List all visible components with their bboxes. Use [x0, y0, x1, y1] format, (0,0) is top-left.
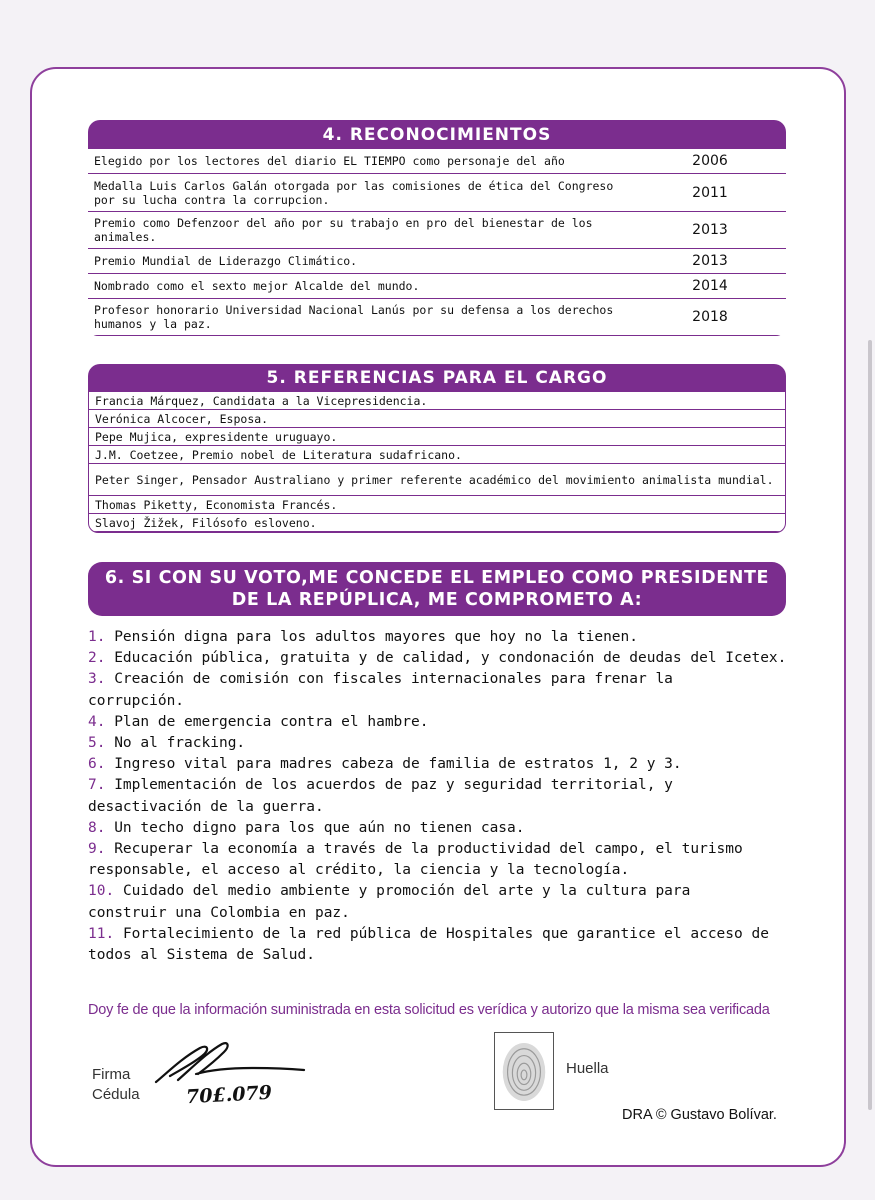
scrollbar[interactable]: [868, 340, 872, 1110]
item-number: 11.: [88, 925, 115, 942]
referencias-table-wrap: [88, 391, 786, 533]
item-number: 5.: [88, 735, 106, 752]
reconocimientos-section: [88, 120, 786, 336]
item-text: Plan de emergencia contra el hambre.: [114, 713, 429, 730]
compromisos-title-line2: DE LA REPÚPLICA, ME COMPROMETO A:: [231, 590, 643, 610]
compromisos-list: [88, 627, 798, 966]
award-description: Elegido por los lectores del diario EL TIEMPO como personaje del año: [88, 149, 634, 174]
award-year: 2014: [634, 274, 786, 299]
cedula-value: 70£.079: [185, 1081, 273, 1109]
award-description: Medalla Luis Carlos Galán otorgada por las comisiones de ética del Congreso por su lucha contra la corrupcion.: [88, 174, 634, 212]
table-row: [88, 212, 786, 249]
list-item: [88, 924, 798, 966]
item-text: Creación de comisión con fiscales internacionales para frenar la corrupción.: [88, 671, 673, 709]
reference-item: J.M. Coetzee, Premio nobel de Literatura sudafricano.: [89, 446, 785, 464]
reference-item: Verónica Alcocer, Esposa.: [89, 410, 785, 428]
list-item: [88, 881, 798, 923]
item-text: Ingreso vital para madres cabeza de familia de estratos 1, 2 y 3.: [114, 756, 682, 773]
reference-item: Peter Singer, Pensador Australiano y primer referente académico del movimiento animalista mundial.: [89, 464, 785, 496]
table-row: [89, 410, 785, 428]
award-description: Premio como Defenzoor del año por su trabajo en pro del bienestar de los animales.: [88, 212, 634, 249]
list-item: [88, 712, 798, 733]
item-number: 2.: [88, 650, 106, 667]
item-number: 3.: [88, 671, 106, 688]
award-year: 2006: [634, 149, 786, 174]
list-item: [88, 839, 798, 881]
item-text: Implementación de los acuerdos de paz y seguridad territorial, y desactivación de la guerra.: [88, 777, 673, 815]
item-number: 1.: [88, 629, 106, 645]
reconocimientos-table-wrap: [88, 148, 786, 336]
list-item: [88, 775, 798, 817]
item-text: No al fracking.: [114, 735, 246, 752]
reconocimientos-table: [88, 148, 786, 336]
item-text: Pensión digna para los adultos mayores que hoy no la tienen.: [114, 629, 638, 645]
fingerprint-image: [494, 1032, 554, 1110]
table-row: [89, 496, 785, 514]
item-number: 7.: [88, 777, 106, 794]
item-text: Educación pública, gratuita y de calidad, y condonación de deudas del Icetex.: [114, 650, 787, 667]
list-item: [88, 754, 798, 775]
list-item: [88, 648, 798, 669]
item-text: Cuidado del medio ambiente y promoción del arte y la cultura para construir una Colombia en paz.: [88, 883, 691, 921]
reference-item: Thomas Piketty, Economista Francés.: [89, 496, 785, 514]
list-item: [88, 627, 798, 648]
list-item: [88, 818, 798, 839]
table-row: [89, 514, 785, 532]
award-description: Nombrado como el sexto mejor Alcalde del mundo.: [88, 274, 634, 299]
credit-text: DRA © Gustavo Bolívar.: [622, 1107, 777, 1123]
table-row: [89, 446, 785, 464]
item-text: Recuperar la economía a través de la productividad del campo, el turismo responsable, el acceso al crédito, la ciencia y la tecnología.: [88, 841, 743, 879]
firma-label: Firma: [92, 1066, 131, 1083]
reference-item: Pepe Mujica, expresidente uruguayo.: [89, 428, 785, 446]
award-year: 2013: [634, 212, 786, 249]
award-year: 2011: [634, 174, 786, 212]
item-text: Un techo digno para los que aún no tienen casa.: [114, 819, 525, 836]
item-number: 9.: [88, 841, 106, 858]
table-row: [89, 392, 785, 410]
reconocimientos-title: 4. RECONOCIMIENTOS: [88, 120, 786, 148]
award-description: Premio Mundial de Liderazgo Climático.: [88, 249, 634, 274]
referencias-section: [88, 364, 786, 533]
declaration-text: Doy fe de que la información suministrada en esta solicitud es verídica y autorizo que la misma sea verificada: [88, 1002, 770, 1018]
huella-label: Huella: [566, 1060, 609, 1077]
signature-image: [148, 1030, 313, 1092]
item-number: 8.: [88, 819, 106, 836]
compromisos-title: [88, 562, 786, 616]
list-item: [88, 733, 798, 754]
table-row: [89, 464, 785, 496]
referencias-title: 5. REFERENCIAS PARA EL CARGO: [88, 364, 786, 391]
item-number: 4.: [88, 713, 106, 730]
award-year: 2018: [634, 299, 786, 336]
referencias-table: [89, 391, 785, 532]
reference-item: Slavoj Žižek, Filósofo esloveno.: [89, 514, 785, 532]
award-year: 2013: [634, 249, 786, 274]
cedula-label: Cédula: [92, 1086, 140, 1103]
table-row: [88, 149, 786, 174]
reference-item: Francia Márquez, Candidata a la Vicepresidencia.: [89, 392, 785, 410]
table-row: [88, 249, 786, 274]
item-number: 6.: [88, 756, 106, 773]
table-row: [89, 428, 785, 446]
table-row: [88, 274, 786, 299]
item-text: Fortalecimiento de la red pública de Hospitales que garantice el acceso de todos al Sistema de Salud.: [88, 925, 769, 964]
compromisos-title-line1: 6. SI CON SU VOTO,ME CONCEDE EL EMPLEO COMO PRESIDENTE: [104, 568, 770, 588]
list-item: [88, 669, 798, 711]
item-number: 10.: [88, 883, 115, 900]
award-description: Profesor honorario Universidad Nacional Lanús por su defensa a los derechos humanos y la paz.: [88, 299, 634, 336]
table-row: [88, 174, 786, 212]
table-row: [88, 299, 786, 336]
